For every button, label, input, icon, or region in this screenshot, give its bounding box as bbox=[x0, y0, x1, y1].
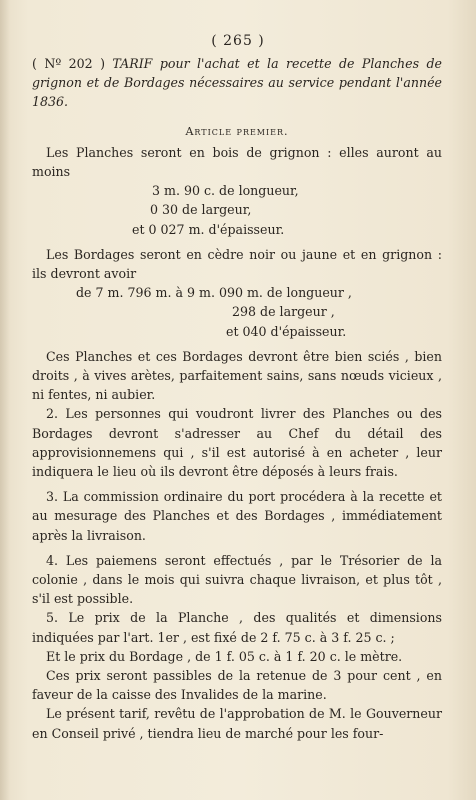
bordages-dim-row bbox=[32, 283, 442, 302]
bordages-length: de 7 m. 796 m. à 9 m. 090 m. de longueur , bbox=[76, 285, 352, 301]
paragraph-article-2: 2. Les personnes qui voudront livrer des Planches ou des Bordages devront s'adresser au Chef du détail des approvisionnemens qui , s'il est autorisé à en acheter , leur indiquera le lieu où ils devront être déposés à leurs frais. bbox=[32, 406, 442, 479]
paragraph-article-3: 3. La commission ordinaire du port procédera à la recette et au mesurage des Planches et des Bordages , immédiatement après la livraison. bbox=[32, 489, 442, 543]
paragraph-article-4: 4. Les paiemens seront effectués , par le Trésorier de la colonie , dans le mois qui suivra chaque livraison, et plus tôt , s'il est possible. bbox=[32, 552, 442, 607]
bordages-intro: Les Bordages seront en cèdre noir ou jaune et en grignon : ils devront avoir bbox=[32, 246, 442, 281]
planches-thickness: et 0 027 m. d'épaisseur. bbox=[132, 221, 285, 237]
bordages-thickness: et 040 d'épaisseur. bbox=[226, 323, 347, 339]
page-number: ( 265 ) bbox=[211, 33, 265, 49]
page-body bbox=[32, 54, 442, 743]
bordages-dim-row bbox=[32, 302, 442, 321]
paragraph-quality: Ces Planches et ces Bordages devront être bien sciés , bien droits , à vives arètes, parfaitement sains, sans nœuds vicieux , ni fentes, ni aubier. bbox=[32, 348, 442, 403]
planches-dim-row bbox=[32, 181, 442, 200]
paragraph-tariff-approval: Le présent tarif, revêtu de l'approbation de M. le Gouverneur en Conseil privé , tiendra lieu de marché pour les four- bbox=[32, 706, 442, 741]
planches-dim-row bbox=[32, 220, 442, 239]
paragraph-article-5: 5. Le prix de la Planche , des qualités et dimensions indiquées par l'art. 1er , est fixé de 2 f. 75 c. à 3 f. 25 c. ; bbox=[32, 610, 442, 645]
paragraph-bordage-price: Et le prix du Bordage , de 1 f. 05 c. à 1 f. 20 c. le mètre. bbox=[46, 648, 403, 664]
paragraph-retenue: Ces prix seront passibles de la retenue de 3 pour cent , en faveur de la caisse des Invalides de la marine. bbox=[32, 668, 442, 703]
bordages-width: 298 de largeur , bbox=[232, 304, 335, 320]
planches-length: 3 m. 90 c. de longueur, bbox=[152, 183, 299, 199]
article-heading: Article premier. bbox=[185, 124, 289, 138]
tariff-number: ( Nº 202 ) bbox=[32, 56, 106, 71]
planches-dim-row bbox=[32, 200, 442, 219]
tariff-title bbox=[32, 54, 442, 112]
planches-width: 0 30 de largeur, bbox=[150, 202, 252, 218]
tariff-title-text: TARIF pour l'achat et la recette de Planches de grignon et de Bordages nécessaires au service pendant l'année 1836. bbox=[32, 56, 442, 110]
page-edge-shadow bbox=[0, 0, 10, 800]
bordages-dim-row bbox=[32, 322, 442, 341]
planches-intro: Les Planches seront en bois de grignon : elles auront au moins bbox=[32, 144, 442, 180]
